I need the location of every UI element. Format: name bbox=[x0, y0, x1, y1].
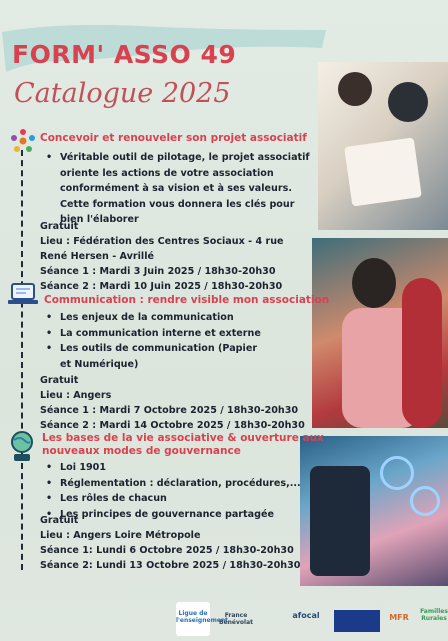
section-title-communication: Communication : rendre visible mon association bbox=[44, 294, 330, 306]
section-1-location-line1: Lieu : Fédération des Centres Sociaux - 4 rue bbox=[40, 236, 284, 247]
logo-afocal-label: afocal bbox=[292, 611, 320, 620]
logo-mfr-label: MFR bbox=[389, 613, 409, 622]
section-2-location: Lieu : Angers bbox=[40, 390, 112, 401]
list-item: • Véritable outil de pilotage, le projet associatif oriente les actions de votre association conformément à sa vision et à ses valeurs. Cette formation vous donnera les clés pour bien l'élaborer bbox=[44, 150, 314, 228]
footer-logos bbox=[176, 598, 448, 641]
section-2-bullets bbox=[44, 310, 264, 372]
list-item: • Les rôles de chacun bbox=[44, 491, 304, 507]
globe-icon bbox=[8, 430, 36, 464]
section-3-session-1: Séance 1: Lundi 6 Octobre 2025 / 18h30-20h30 bbox=[40, 545, 294, 556]
section-3-session-2: Séance 2: Lundi 13 Octobre 2025 / 18h30-20h30 bbox=[40, 560, 301, 571]
page-subtitle: Catalogue 2025 bbox=[14, 78, 231, 109]
page-title: FORM' ASSO 49 bbox=[12, 40, 237, 69]
list-item: • Les enjeux de la communication bbox=[44, 310, 264, 326]
section-2-price: Gratuit bbox=[40, 375, 79, 386]
section-title-projet-associatif: Concevoir et renouveler son projet associatif bbox=[40, 132, 307, 144]
timeline-dashed-line bbox=[21, 150, 23, 570]
list-item: • Réglementation : déclaration, procédures,... bbox=[44, 476, 304, 492]
logo-afocal bbox=[286, 602, 326, 619]
list-item: • Les principes de gouvernance partagée bbox=[44, 507, 304, 523]
list-item: • La communication interne et externe bbox=[44, 326, 264, 342]
logo-partner bbox=[334, 610, 380, 632]
group-photo bbox=[312, 238, 448, 428]
section-2-session-1: Séance 1 : Mardi 7 Octobre 2025 / 18h30-20h30 bbox=[40, 405, 299, 416]
people-circle-icon bbox=[8, 126, 38, 156]
logo-france-benevolat-label: France Bénévolat bbox=[219, 612, 253, 626]
logo-france-benevolat bbox=[218, 602, 254, 626]
section-title-vie-associative-line2: nouveaux modes de gouvernance bbox=[42, 445, 241, 457]
section-2-session-2: Séance 2 : Mardi 14 Octobre 2025 / 18h30-20h30 bbox=[40, 420, 305, 431]
logo-familles-rurales bbox=[420, 602, 448, 622]
meeting-photo bbox=[318, 62, 448, 230]
section-3-location: Lieu : Angers Loire Métropole bbox=[40, 530, 201, 541]
section-3-price: Gratuit bbox=[40, 515, 79, 526]
list-item: • Loi 1901 bbox=[44, 460, 304, 476]
logo-familles-rurales-label: Familles Rurales bbox=[420, 608, 448, 622]
list-item: • Les outils de communication (Papier et Numérique) bbox=[44, 341, 264, 372]
section-1-session-1: Séance 1 : Mardi 3 Juin 2025 / 18h30-20h30 bbox=[40, 266, 276, 277]
communication-photo bbox=[300, 436, 448, 586]
logo-mfr bbox=[386, 602, 412, 621]
section-3-bullets bbox=[44, 460, 304, 522]
logo-ligue bbox=[176, 602, 229, 636]
section-1-session-2: Séance 2 : Mardi 10 Juin 2025 / 18h30-20h30 bbox=[40, 281, 283, 292]
logo-ligue-label: Ligue de l'enseignement bbox=[176, 610, 229, 624]
section-1-location-line2: René Hersen - Avrillé bbox=[40, 251, 154, 262]
section-1-bullets bbox=[44, 150, 314, 228]
section-title-vie-associative-line1: Les bases de la vie associative & ouverture aux bbox=[42, 432, 324, 444]
section-1-price: Gratuit bbox=[40, 221, 79, 232]
laptop-icon bbox=[6, 282, 40, 308]
